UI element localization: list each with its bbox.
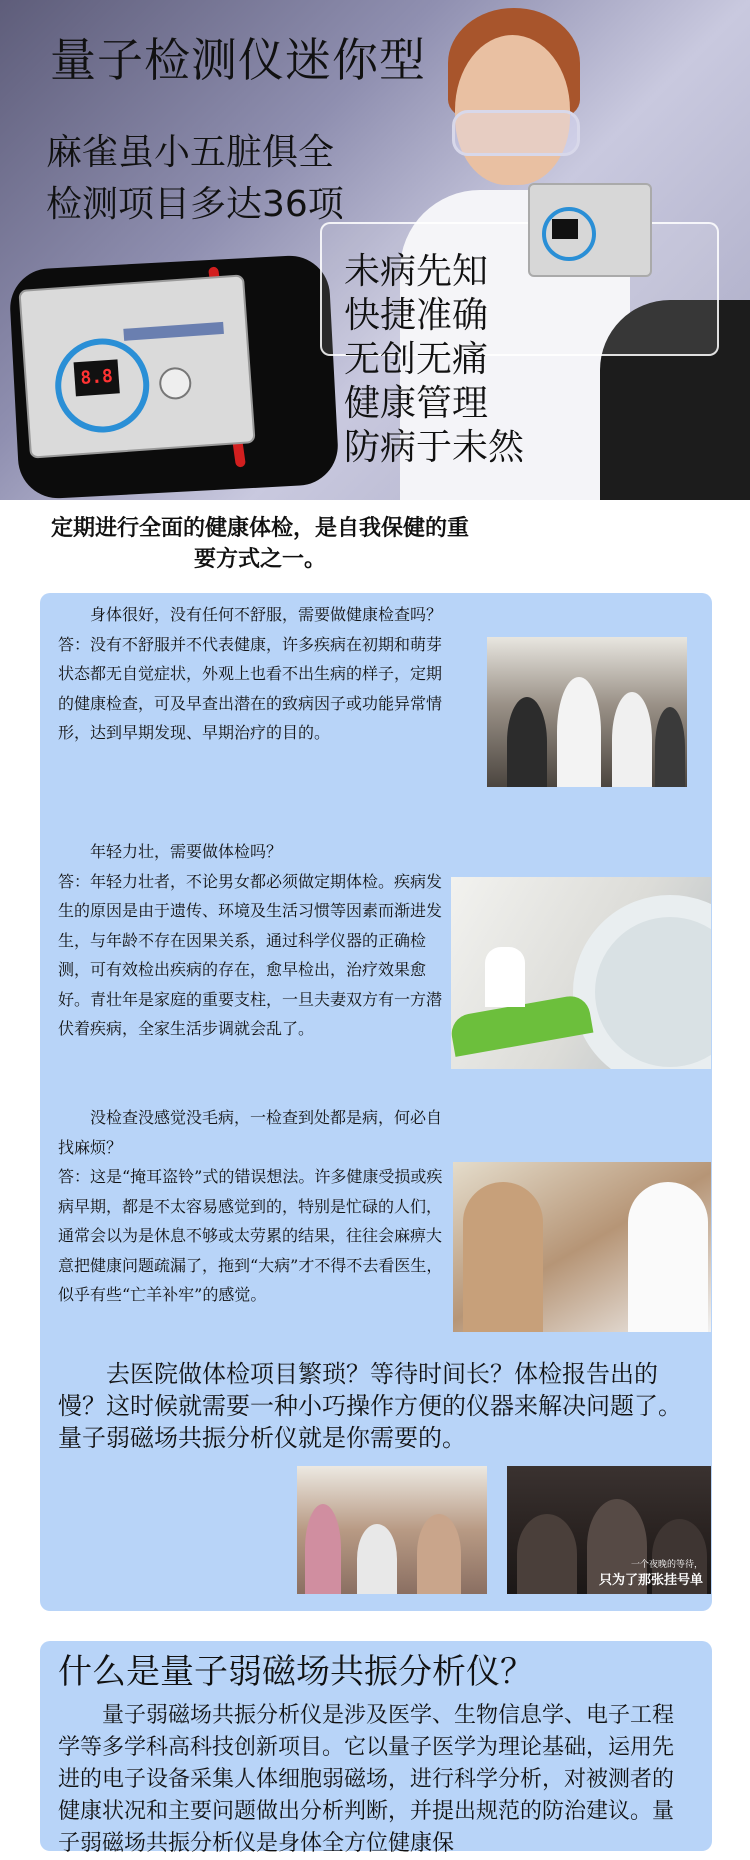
photo-caption-small: 一个夜晚的等待，: [630, 1560, 703, 1570]
faq-answer: 答：没有不舒服并不代表健康，许多疾病在初期和萌芽状态都无自觉症状，外观上也看不出生病的样子，定期的健康检查，可及早查出潜在的致病因子或功能异常情形，达到早期发现、早期治疗的目的。: [58, 634, 443, 742]
person-silhouette: [417, 1514, 461, 1594]
slogan-item: 防病于未然: [344, 427, 525, 468]
hero-title: 量子检测仪迷你型: [50, 33, 426, 87]
faq-question: 没检查没感觉没毛病，一检查到处都是病，何必自找麻烦？: [58, 1108, 443, 1157]
analyzer-device-image: [18, 274, 255, 458]
doctor-silhouette: [485, 947, 525, 1007]
slogan-item: 健康管理: [344, 383, 489, 424]
nurse-silhouette: [628, 1182, 708, 1332]
device-label-plate: [123, 322, 224, 341]
slogan-item: 未病先知: [344, 251, 489, 292]
closing-paragraph: 去医院做体检项目繁琐？等待时间长？体检报告出的慢？这时候就需要一种小巧操作方便的仪器来解决问题了。量子弱磁场共振分析仪就是你需要的。: [58, 1360, 682, 1452]
section-body: 量子弱磁场共振分析仪是涉及医学、生物信息学、电子工程学等多学科高科技创新项目。它以量子医学为理论基础，运用先进的电子设备采集人体细胞弱磁场，进行科学分析，对被测者的健康状况和主要问题做出分析判断，并提出规范的防治建议。量子弱磁场共振分析仪是身体全方位健康保: [58, 1703, 675, 1856]
crowd-silhouette: [517, 1514, 577, 1594]
blood-pressure-check-photo: [453, 1162, 711, 1332]
section-title: 什么是量子弱磁场共振分析仪？: [58, 1652, 534, 1692]
hospital-crowd-photo: [487, 637, 687, 787]
device-knob: [158, 366, 192, 400]
person-silhouette: [507, 697, 547, 787]
patient-silhouette: [463, 1182, 543, 1332]
slogan-item: 无创无痛: [344, 339, 489, 380]
person-silhouette: [357, 1524, 397, 1594]
slogan-list: [344, 250, 524, 470]
faq-item: [58, 600, 448, 748]
photo-caption-large: 只为了那张挂号单: [598, 1573, 703, 1588]
ct-scanner-ring: [573, 895, 711, 1069]
device-small-display: [552, 219, 578, 239]
faq-item: [58, 837, 448, 1044]
device-display: 8.8: [74, 359, 120, 396]
doctor-silhouette: [612, 692, 652, 787]
faq-answer: 答：年轻力壮者，不论男女都必须做定期体检。疾病发生的原因是由于遗传、环境及生活习惯等因素而渐进发生，与年龄不存在因果关系，通过科学仪器的正确检测，可有效检出疾病的存在，愈早检出，治疗效果愈好。青壮年是家庭的重要支柱，一旦夫妻双方有一方潜伏着疾病，全家生活步调就会乱了。: [58, 871, 443, 1038]
hero-banner: [0, 0, 750, 500]
intro-heading: 定期进行全面的健康体检，是自我保健的重要方式之一。: [50, 516, 469, 572]
faq-question: 身体很好，没有任何不舒服，需要做健康检查吗？: [90, 605, 443, 624]
analyzer-device-small-image: [528, 183, 652, 277]
slogan-item: 快捷准确: [344, 295, 489, 336]
faq-question: 年轻力壮，需要做体检吗？: [90, 842, 283, 861]
person-silhouette: [305, 1504, 341, 1594]
person-silhouette: [655, 707, 685, 787]
registration-queue-photo: [507, 1466, 711, 1594]
faq-item: [58, 1103, 448, 1310]
waiting-room-photo: [297, 1466, 487, 1594]
doctor-goggles-illustration: [452, 110, 580, 156]
ct-scanner-photo: [451, 877, 711, 1069]
hero-subtitle-1: 麻雀虽小五脏俱全: [46, 132, 335, 173]
hero-subtitle-2: 检测项目多达36项: [46, 184, 344, 225]
doctor-silhouette: [557, 677, 601, 787]
faq-answer: 答：这是“掩耳盗铃”式的错误想法。许多健康受损或疾病早期，都是不太容易感觉到的，特别是忙碌的人们，通常会以为是休息不够或太劳累的结果，往往会麻痹大意把健康问题疏漏了，拖到“大病”才不得不去看医生，似乎有些“亡羊补牢”的感觉。: [58, 1167, 443, 1304]
